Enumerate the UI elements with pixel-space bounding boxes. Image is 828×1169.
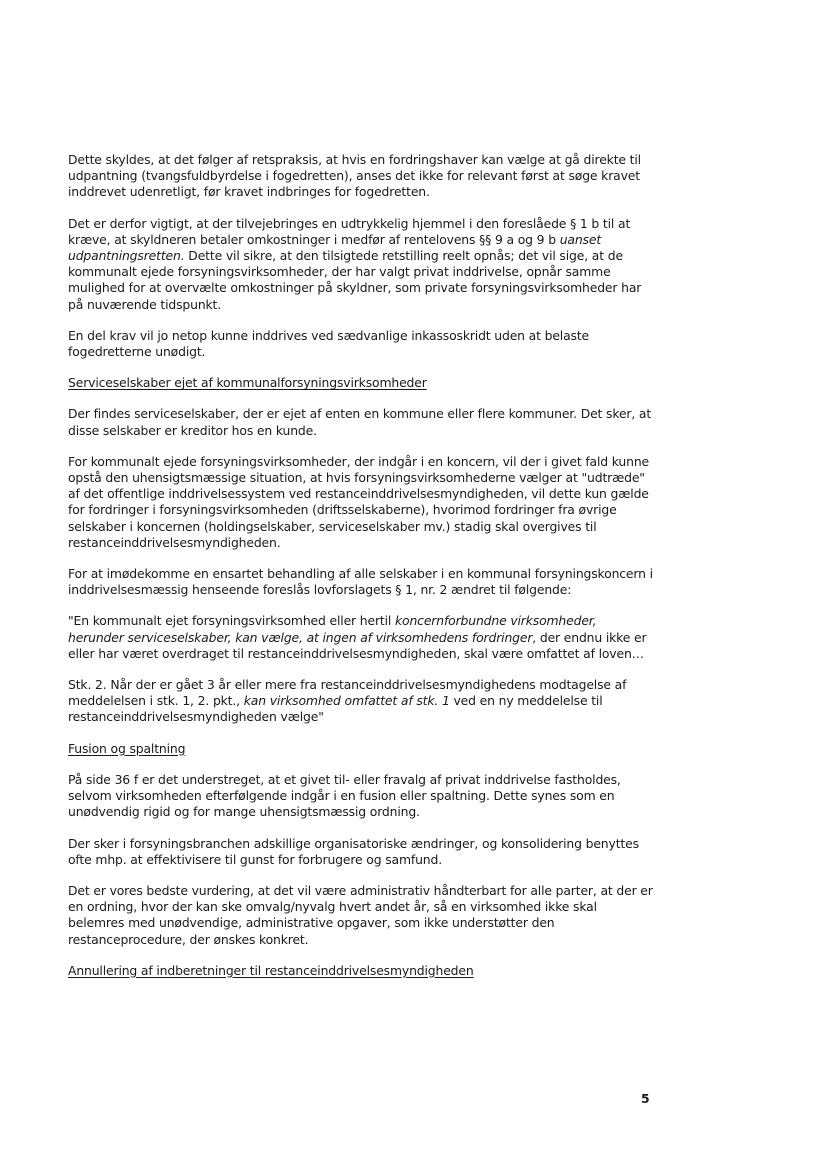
- quote-stk-2-italic: kan virksomhed omfattet af stk. 1: [243, 693, 450, 709]
- heading-annullering: Annullering af indberetninger til restanceinddrivelsesmyndigheden: [68, 962, 474, 978]
- heading-fusion-spaltning: Fusion og spaltning: [68, 740, 186, 756]
- paragraph-hjemmel-italic: uanset udpantningsretten.: [68, 231, 602, 264]
- paragraph-koncern: For kommunalt ejede forsyningsvirksomheder, der indgår i en koncern, vil der i givet fald kunne opstå den uhensigtsmæssige situation, at hvis forsyningsvirksomhederne vælger at "udtræde" af det offentlige inddrivelsessystem ved restanceinddrivelsesmyndigheden, vil dette kun gælde for fordringer i forsyningsvirksomheden (driftsselskaberne), hvorimod fordringer fra øvrige selskaber i koncernen (holdingselskaber, serviceselskaber mv.) stadig skal overgives til restanceinddrivelsesmyndigheden.: [68, 453, 650, 550]
- paragraph-hjemmel-text-a: Det er derfor vigtigt, at der tilvejebringes en udtrykkelig hjemmel i den foreslåede § 1 b til at kræve, at skyldneren betaler omkostninger i medfør af rentelovens §§ 9 a og 9 b: [68, 215, 631, 247]
- paragraph-hjemmel: [68, 216, 653, 313]
- quote-stk-1-text-a: "En kommunalt ejet forsyningsvirksomhed eller hertil: [68, 613, 395, 629]
- paragraph-hjemmel-text-b: Dette vil sikre, at den tilsigtede retstilling reelt opnås; det vil sige, at de kommunalt ejede forsyningsvirksomheder, der har valgt privat inddrivelse, opnår samme mulighed for at overvælte omkostninger på skyldner, som private forsyningsvirksomheder har på nuværende tidspunkt.: [68, 248, 642, 312]
- quote-stk-2-text-a: Stk. 2. Når der er gået 3 år eller mere fra restanceinddrivelsesmyndighedens modtagelse af meddelelsen i stk. 1, 2. pkt.,: [68, 677, 627, 709]
- paragraph-vurdering: Det er vores bedste vurdering, at det vil være administrativ håndterbart for alle parter, at der er en ordning, hvor der kan ske omvalg/nyvalg hvert andet år, så en virksomhed ikke skal belemres med unødvendige, administrative opgaver, som ikke understøtter den restanceprocedure, der ønskes konkret.: [68, 882, 653, 947]
- document-body: [68, 152, 653, 979]
- paragraph-retspraksis: Dette skyldes, at det følger af retspraksis, at hvis en fordringshaver kan vælge at gå direkte til udpantning (tvangsfuldbyrdelse i fogedretten), anses det ikke for relevant først at søge kravet inddrevet udenretligt, før kravet indbringes for fogedretten.: [68, 152, 641, 200]
- paragraph-ensartet-behandling: For at imødekomme en ensartet behandling af alle selskaber i en kommunal forsyningskoncern i inddrivelsesmæssig henseende foreslås lovforslagets § 1, nr. 2 ændret til følgende:: [68, 566, 653, 598]
- paragraph-serviceselskaber: Der findes serviceselskaber, der er ejet af enten en kommune eller flere kommuner. Det sker, at disse selskaber er kreditor hos en kunde.: [68, 406, 652, 438]
- heading-serviceselskaber: Serviceselskaber ejet af kommunalforsyningsvirksomheder: [68, 375, 427, 391]
- paragraph-inkassoskridt: En del krav vil jo netop kunne inddrives ved sædvanlige inkassoskridt uden at belaste fogedretterne unødigt.: [68, 327, 590, 360]
- paragraph-organisatoriske: Der sker i forsyningsbranchen adskillige organisatoriske ændringer, og konsolidering benyttes ofte mhp. at effektivisere til gunst for forbrugere og samfund.: [68, 835, 639, 867]
- page-number: 5: [641, 1091, 650, 1106]
- quote-stk-1: [68, 613, 653, 662]
- quote-stk-1-italic: koncernforbundne virksomheder, herunder serviceselskaber, kan vælge, at ingen af virksomhedens fordringer: [68, 613, 597, 645]
- quote-stk-2-text-b: ved en ny meddelelse til restanceinddrivelsesmyndigheden vælge": [68, 693, 603, 725]
- quote-stk-2: [68, 677, 653, 726]
- paragraph-fusion: På side 36 f er det understreget, at et givet til- eller fravalg af privat inddrivelse fastholdes, selvom virksomheden efterfølgende indgår i en fusion eller spaltning. Dette synes som en unødvendig rigid og for mange uhensigtsmæssig ordning.: [68, 771, 621, 820]
- quote-stk-1-text-b: , der endnu ikke er eller har været overdraget til restanceinddrivelsesmyndigheden, skal være omfattet af loven…: [68, 629, 647, 661]
